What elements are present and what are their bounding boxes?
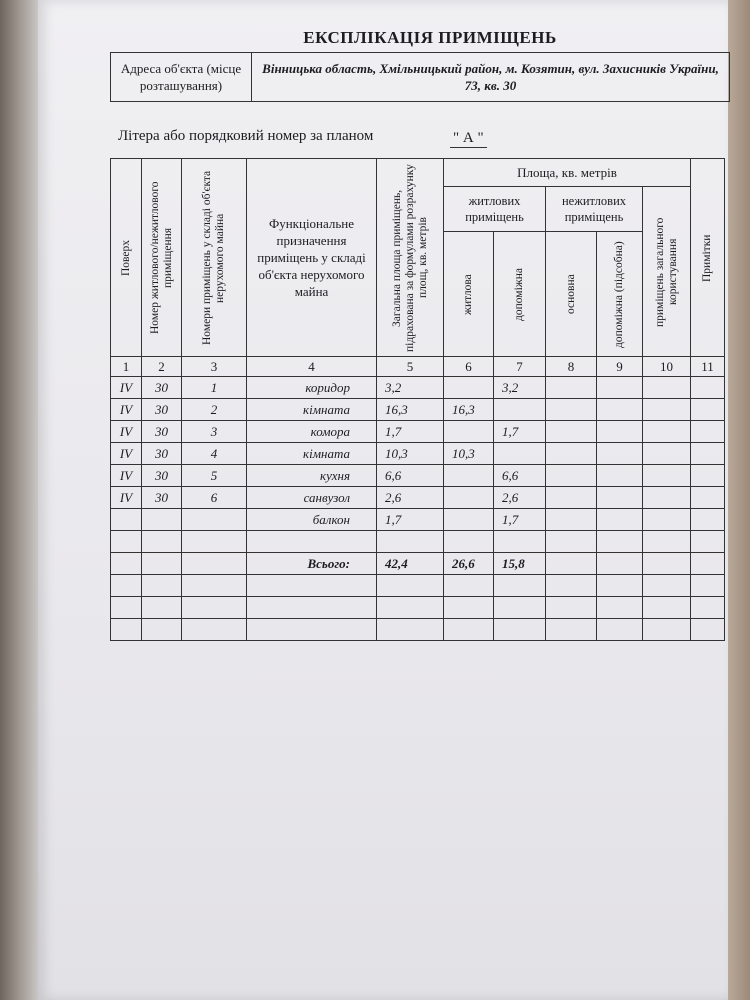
cell-room-no: 30 xyxy=(142,465,182,487)
header-room-no: Номер житлового/нежитлового приміщення xyxy=(142,159,182,357)
header-aux-sub: допоміжна (підсобна) xyxy=(597,232,643,357)
cell-notes xyxy=(691,421,725,443)
cell-aux-sub xyxy=(597,509,643,531)
cell-aux-sub xyxy=(597,377,643,399)
cell-aux-sub xyxy=(597,575,643,597)
cell-auxiliary xyxy=(494,597,546,619)
table-body xyxy=(111,377,725,641)
cell-part-no: 3 xyxy=(182,421,247,443)
litera-label: Літера або порядковий номер за планом xyxy=(118,128,374,144)
cell-room-no xyxy=(142,531,182,553)
cell-common xyxy=(643,399,691,421)
header-area-group: Площа, кв. метрів xyxy=(444,159,691,187)
cell-main xyxy=(546,531,597,553)
cell-purpose xyxy=(247,575,377,597)
cell-living xyxy=(444,421,494,443)
total-living: 26,6 xyxy=(444,553,494,575)
cell-aux-sub xyxy=(597,465,643,487)
cell-room-no: 30 xyxy=(142,399,182,421)
cell-floor: IV xyxy=(111,421,142,443)
cell-aux-sub xyxy=(597,553,643,575)
cell-main xyxy=(546,487,597,509)
cell-main xyxy=(546,465,597,487)
cell-aux-sub xyxy=(597,487,643,509)
cell-auxiliary xyxy=(494,619,546,641)
cell-notes xyxy=(691,553,725,575)
cell-total-area: 3,2 xyxy=(377,377,444,399)
cell-main xyxy=(546,377,597,399)
total-area: 42,4 xyxy=(377,553,444,575)
header-notes: Примітки xyxy=(691,159,725,357)
cell-notes xyxy=(691,377,725,399)
cell-notes xyxy=(691,443,725,465)
header-common: приміщень загального користування xyxy=(643,187,691,357)
total-row xyxy=(111,553,725,575)
cell-common xyxy=(643,531,691,553)
cell-room-no xyxy=(142,597,182,619)
address-label: Адреса об'єкта (місце розташування) xyxy=(111,53,252,101)
cell-aux-sub xyxy=(597,443,643,465)
cell-room-no: 30 xyxy=(142,443,182,465)
cell-part-no: 1 xyxy=(182,377,247,399)
cell-total-area xyxy=(377,575,444,597)
cell-total-area xyxy=(377,597,444,619)
column-number: 5 xyxy=(377,357,444,377)
cell-main xyxy=(546,553,597,575)
header-total-area: Загальна площа приміщень, підрахована за формулами розрахунку площ, кв. метрів xyxy=(377,159,444,357)
cell-living xyxy=(444,465,494,487)
column-number: 11 xyxy=(691,357,725,377)
cell-living xyxy=(444,531,494,553)
column-number: 3 xyxy=(182,357,247,377)
table-row xyxy=(111,509,725,531)
cell-living xyxy=(444,377,494,399)
header-living-group: житлових приміщень xyxy=(444,187,546,232)
table-row xyxy=(111,597,725,619)
cell-total-area xyxy=(377,531,444,553)
address-box xyxy=(110,52,730,102)
cell-aux-sub xyxy=(597,399,643,421)
cell-aux-sub xyxy=(597,421,643,443)
cell-purpose: комора xyxy=(247,421,377,443)
cell-purpose: балкон xyxy=(247,509,377,531)
cell-notes xyxy=(691,531,725,553)
cell-main xyxy=(546,399,597,421)
cell-part-no xyxy=(182,509,247,531)
column-number: 9 xyxy=(597,357,643,377)
cell-living xyxy=(444,575,494,597)
cell-part-no xyxy=(182,531,247,553)
cell-notes xyxy=(691,619,725,641)
cell-main xyxy=(546,597,597,619)
cell-room-no xyxy=(142,509,182,531)
table-row xyxy=(111,399,725,421)
cell-purpose: коридор xyxy=(247,377,377,399)
document-title: ЕКСПЛІКАЦІЯ ПРИМІЩЕНЬ xyxy=(303,28,557,47)
cell-purpose xyxy=(247,531,377,553)
cell-floor xyxy=(111,509,142,531)
total-label: Всього: xyxy=(247,553,377,575)
cell-purpose xyxy=(247,597,377,619)
header-floor: Поверх xyxy=(111,159,142,357)
cell-auxiliary xyxy=(494,575,546,597)
cell-auxiliary: 3,2 xyxy=(494,377,546,399)
table-row xyxy=(111,487,725,509)
cell-room-no xyxy=(142,619,182,641)
cell-room-no xyxy=(142,553,182,575)
cell-total-area: 2,6 xyxy=(377,487,444,509)
cell-aux-sub xyxy=(597,619,643,641)
cell-room-no: 30 xyxy=(142,377,182,399)
header-purpose: Функціональне призначення приміщень у складі об'єкта нерухомого майна xyxy=(247,159,377,357)
cell-part-no xyxy=(182,619,247,641)
table-row xyxy=(111,531,725,553)
cell-purpose: санвузол xyxy=(247,487,377,509)
column-number: 6 xyxy=(444,357,494,377)
cell-room-no: 30 xyxy=(142,487,182,509)
cell-floor: IV xyxy=(111,487,142,509)
cell-part-no xyxy=(182,575,247,597)
cell-main xyxy=(546,575,597,597)
cell-main xyxy=(546,443,597,465)
column-number: 2 xyxy=(142,357,182,377)
column-number: 7 xyxy=(494,357,546,377)
cell-part-no: 6 xyxy=(182,487,247,509)
cell-common xyxy=(643,597,691,619)
header-living: житлова xyxy=(444,232,494,357)
cell-floor xyxy=(111,553,142,575)
cell-total-area xyxy=(377,619,444,641)
header-auxiliary: допоміжна xyxy=(494,232,546,357)
cell-total-area: 16,3 xyxy=(377,399,444,421)
cell-total-area: 6,6 xyxy=(377,465,444,487)
cell-part-no: 4 xyxy=(182,443,247,465)
cell-common xyxy=(643,421,691,443)
table-row xyxy=(111,421,725,443)
header-main: основна xyxy=(546,232,597,357)
cell-living: 10,3 xyxy=(444,443,494,465)
cell-floor: IV xyxy=(111,443,142,465)
cell-main xyxy=(546,421,597,443)
cell-purpose xyxy=(247,619,377,641)
table-row xyxy=(111,575,725,597)
header-part-no: Номери приміщень у складі об'єкта нерухомого майна xyxy=(182,159,247,357)
column-number: 1 xyxy=(111,357,142,377)
cell-notes xyxy=(691,487,725,509)
cell-common xyxy=(643,575,691,597)
cell-notes xyxy=(691,575,725,597)
table-row xyxy=(111,443,725,465)
cell-floor: IV xyxy=(111,465,142,487)
column-number-row xyxy=(111,357,725,377)
cell-part-no: 2 xyxy=(182,399,247,421)
cell-floor: IV xyxy=(111,377,142,399)
cell-living xyxy=(444,487,494,509)
cell-common xyxy=(643,619,691,641)
cell-common xyxy=(643,553,691,575)
cell-room-no xyxy=(142,575,182,597)
cell-auxiliary: 1,7 xyxy=(494,421,546,443)
column-number: 4 xyxy=(247,357,377,377)
table-row xyxy=(111,465,725,487)
cell-room-no: 30 xyxy=(142,421,182,443)
cell-main xyxy=(546,509,597,531)
cell-part-no xyxy=(182,553,247,575)
cell-auxiliary xyxy=(494,531,546,553)
cell-aux-sub xyxy=(597,597,643,619)
cell-notes xyxy=(691,597,725,619)
cell-total-area: 10,3 xyxy=(377,443,444,465)
cell-main xyxy=(546,619,597,641)
explication-table xyxy=(110,158,725,641)
cell-auxiliary: 1,7 xyxy=(494,509,546,531)
cell-auxiliary: 2,6 xyxy=(494,487,546,509)
cell-auxiliary xyxy=(494,443,546,465)
cell-common xyxy=(643,465,691,487)
header-nonliving-group: нежитлових приміщень xyxy=(546,187,643,232)
cell-living: 16,3 xyxy=(444,399,494,421)
cell-total-area: 1,7 xyxy=(377,421,444,443)
cell-purpose: кухня xyxy=(247,465,377,487)
cell-common xyxy=(643,443,691,465)
litera-value: " А " xyxy=(450,130,487,148)
column-number: 8 xyxy=(546,357,597,377)
cell-total-area: 1,7 xyxy=(377,509,444,531)
cell-notes xyxy=(691,465,725,487)
cell-floor xyxy=(111,531,142,553)
cell-common xyxy=(643,487,691,509)
cell-purpose: кімната xyxy=(247,443,377,465)
cell-purpose: кімната xyxy=(247,399,377,421)
cell-floor xyxy=(111,575,142,597)
table-row xyxy=(111,619,725,641)
cell-part-no: 5 xyxy=(182,465,247,487)
address-value: Вінницька область, Хмільницький район, м. Козятин, вул. Захисників України, 73, кв. 30 xyxy=(262,61,719,93)
cell-living xyxy=(444,619,494,641)
binder-edge xyxy=(0,0,38,1000)
cell-part-no xyxy=(182,597,247,619)
cell-auxiliary: 6,6 xyxy=(494,465,546,487)
cell-floor xyxy=(111,619,142,641)
cell-notes xyxy=(691,399,725,421)
cell-floor xyxy=(111,597,142,619)
table-row xyxy=(111,377,725,399)
cell-common xyxy=(643,509,691,531)
header-row-1 xyxy=(111,159,725,187)
column-number: 10 xyxy=(643,357,691,377)
cell-living xyxy=(444,597,494,619)
cell-common xyxy=(643,377,691,399)
cell-auxiliary xyxy=(494,399,546,421)
cell-floor: IV xyxy=(111,399,142,421)
cell-living xyxy=(444,509,494,531)
cell-notes xyxy=(691,509,725,531)
total-auxiliary: 15,8 xyxy=(494,553,546,575)
cell-aux-sub xyxy=(597,531,643,553)
